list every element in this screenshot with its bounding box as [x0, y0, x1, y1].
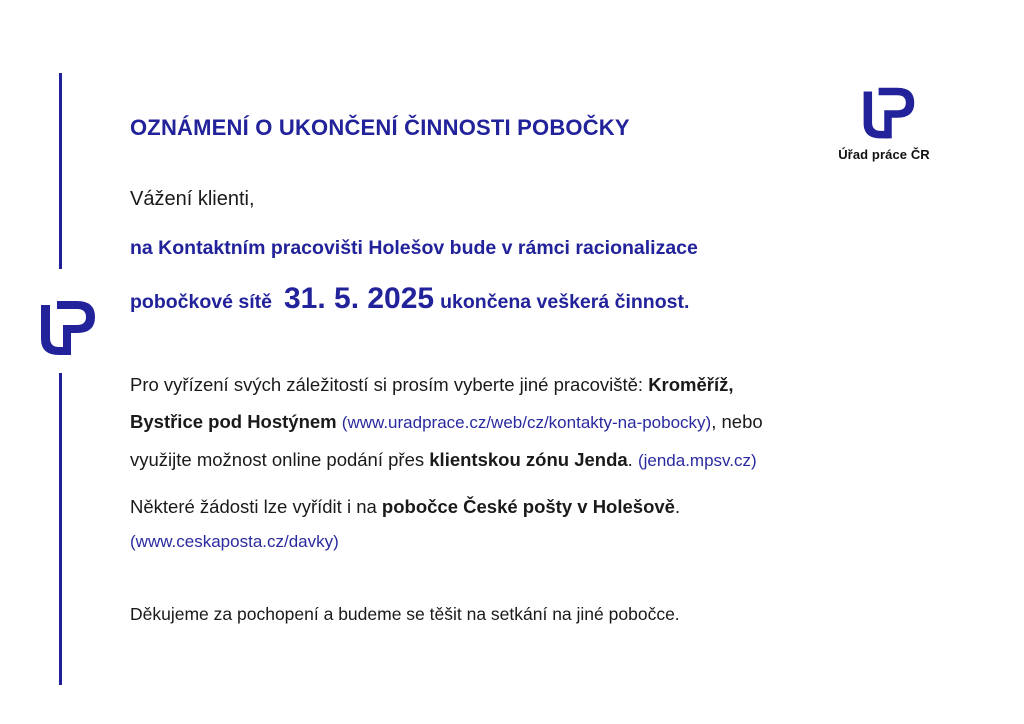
greeting: Vážení klienti,	[130, 188, 255, 210]
alternatives-or: , nebo	[711, 411, 763, 432]
online-dot: .	[627, 449, 638, 470]
contacts-link[interactable]: (www.uradprace.cz/web/cz/kontakty-na-pobocky)	[341, 413, 712, 432]
announcement-line-2-pre: pobočkové sítě	[130, 291, 272, 313]
left-border-line-top	[59, 73, 62, 269]
alternatives-text: Pro vyřízení svých záležitostí si prosím vyberte jiné pracoviště:	[130, 374, 649, 395]
up-logo-icon	[37, 297, 97, 361]
office-kromeriz: Kroměříž,	[648, 374, 734, 395]
ceskaposta-link[interactable]: (www.ceskaposta.cz/davky)	[130, 532, 339, 551]
post-office-dot: .	[674, 496, 681, 517]
left-border-line-bottom	[59, 373, 62, 685]
post-office-branch: pobočce České pošty v Holešově	[381, 496, 675, 517]
brand-name: Úřad práce ČR	[838, 147, 930, 162]
page-title: OZNÁMENÍ O UKONČENÍ ČINNOSTI POBOČKY	[130, 115, 630, 140]
announcement-line-2	[130, 282, 689, 316]
closing-sentence: Děkujeme za pochopení a budeme se těšit na setkání na jiné pobočce.	[130, 604, 680, 624]
paragraph-alternatives-line-1	[130, 374, 734, 396]
client-zone-jenda: klientskou zónu Jenda	[429, 449, 628, 470]
announcement-line-2-post: ukončena veškerá činnost.	[440, 291, 690, 313]
post-office-text: Některé žádosti lze vyřídit i na	[130, 496, 382, 517]
announcement-line-1: na Kontaktním pracovišti Holešov bude v rámci racionalizace	[130, 237, 698, 259]
paragraph-alternatives-line-3	[130, 449, 757, 471]
jenda-link[interactable]: (jenda.mpsv.cz)	[637, 451, 757, 470]
paragraph-post-office-link	[130, 530, 339, 552]
closing-date: 31. 5. 2025	[283, 282, 435, 315]
up-logo-icon	[858, 84, 918, 144]
office-bystrice: Bystřice pod Hostýnem	[130, 411, 337, 432]
online-text: využijte možnost online podání přes	[130, 449, 430, 470]
paragraph-alternatives-line-2	[130, 411, 763, 433]
paragraph-post-office	[130, 496, 680, 518]
